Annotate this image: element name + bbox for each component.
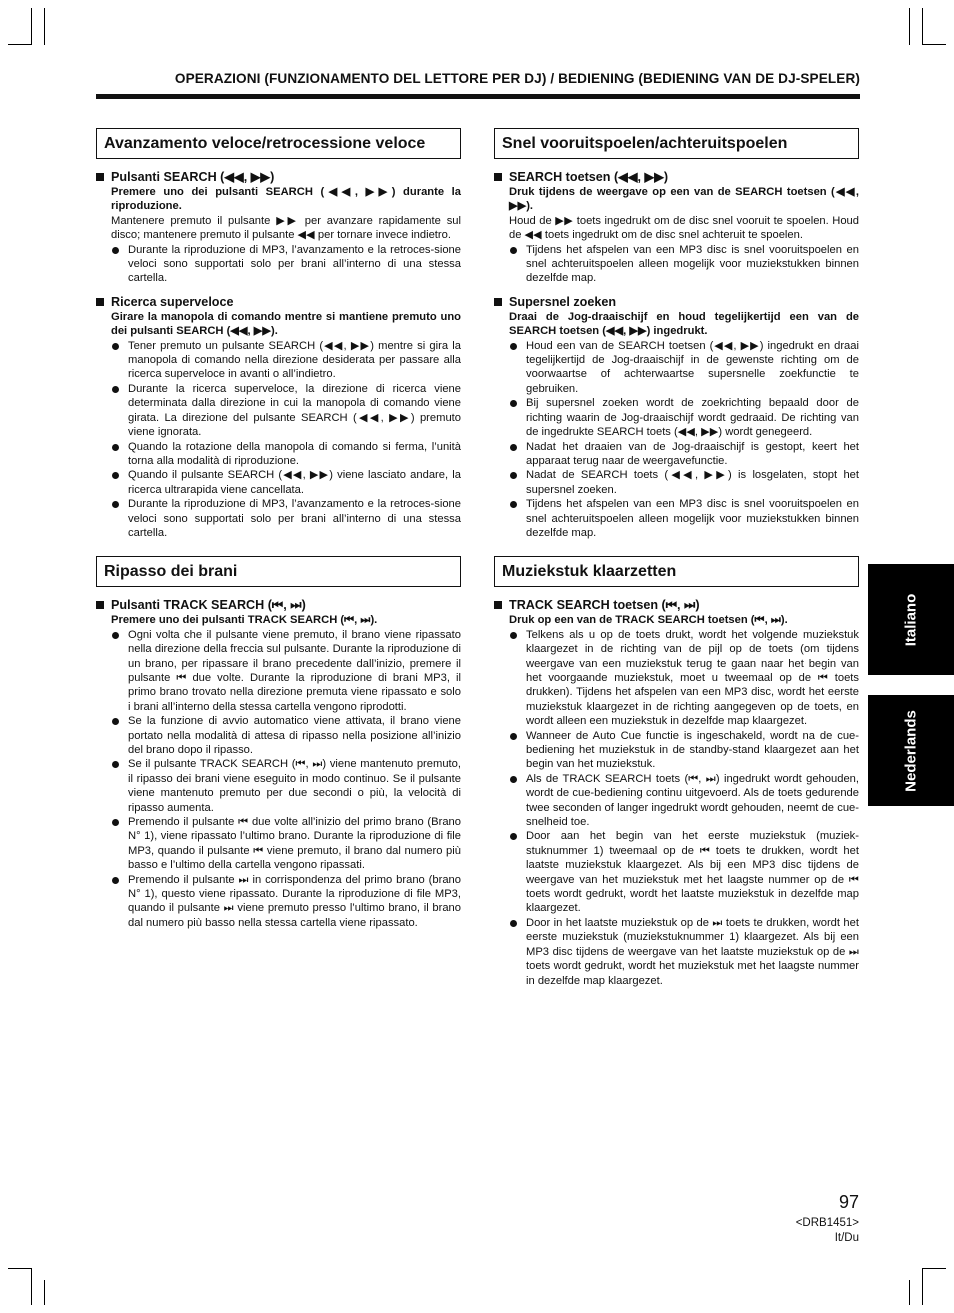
- bullet-item: Quando il pulsante SEARCH (◀◀, ▶▶) viene lasciato andare, la ricerca ultrarapida viene cancellata.: [96, 468, 461, 497]
- right-column: [494, 128, 859, 988]
- crop-mark: [31, 8, 32, 45]
- bullet-item: Durante la ricerca superveloce, la direzione di ricerca viene determinata dalla direzione in cui la manopola di comando viene girata. La direzione del pulsante SEARCH (◀◀, ▶▶) premuto viene ignorata.: [96, 382, 461, 440]
- bullet-item: Premendo il pulsante ⏭ in corrispondenza del primo brano (brano N° 1), questo viene ripassato. Durante la riproduzione di file MP3, quando il pulsante ⏭ viene premuto presso l’ultimo brano, il brano dal numero più basso nella stessa cartella viene ripassato.: [96, 873, 461, 931]
- crop-mark: [8, 1268, 32, 1269]
- bullet-item: Premendo il pulsante ⏮ due volte all’inizio del primo brano (Brano N° 1), viene ripassato l’ultimo brano. Durante la riproduzione di file MP3, quando il pulsante ⏮ viene premuto, il brano dal numero più basso e l’ultimo della cartella vengono ripassati.: [96, 815, 461, 873]
- bullet-item: Tener premuto un pulsante SEARCH (◀◀, ▶▶) mentre si gira la manopola di comando nella direzione desiderata per passare alla ricerca superveloce in avanti o all’indietro.: [96, 339, 461, 382]
- crop-mark: [909, 1280, 910, 1305]
- crop-mark: [8, 44, 32, 45]
- bullet-list: [96, 628, 461, 931]
- language-tab-italiano: [868, 564, 954, 675]
- crop-mark: [31, 1268, 32, 1305]
- bullet-list: [494, 628, 859, 988]
- bullet-item: Durante la riproduzione di MP3, l’avanzamento e la retroces-sione veloci sono supportati solo per brani all’interno di una stessa cartella.: [96, 243, 461, 286]
- bullet-item: Tijdens het afspelen van een MP3 disc is snel vooruitspoelen en snel achteruitspoelen alleen mogelijk voor muziekstukken binnen dezelfde map.: [494, 243, 859, 286]
- document-code: [740, 1216, 859, 1245]
- instruction: Draai de Jog-draaischijf en houd tegelijkertijd een van de SEARCH toetsen (◀◀, ▶▶) ingedrukt.: [509, 310, 859, 338]
- paragraph: Houd de ▶▶ toets ingedrukt om de disc snel vooruit te spoelen. Houd de ◀◀ toets ingedrukt om de disc snel achteruit te spoelen.: [509, 214, 859, 242]
- code-line: <DRB1451>: [795, 1217, 859, 1229]
- bullet-item: Door in het laatste muziekstuk op de ⏭ toets te drukken, wordt het eerste muziekstuk (muziekstuknummer 1) klaargezet. Als bij een MP3 disc tijdens de weergave van het laatste muziekstuk op de ⏭ toets wordt gedrukt, wordt het muziekstuk met het laagste nummer in dezelfde map klaargezet.: [494, 916, 859, 988]
- tab-label: Italiano: [902, 593, 920, 646]
- crop-mark: [922, 44, 946, 45]
- bullet-item: Se il pulsante TRACK SEARCH (⏮, ⏭) viene mantenuto premuto, il ripasso dei brani viene eseguito in modo continuo. Se il pulsante viene mantenuto premuto per due secondi o più, la velocità di ripasso aumenta.: [96, 757, 461, 815]
- language-tab-nederlands: [868, 695, 954, 806]
- bullet-item: Als de TRACK SEARCH toets (⏮, ⏭) ingedrukt wordt gehouden, wordt de cue-bediening continu uitgevoerd. Als de toets gedurende twee seconden of langer ingedrukt wordt gehouden, neemt de cue-snelheid toe.: [494, 772, 859, 830]
- header-rule: [96, 94, 860, 99]
- paragraph: Mantenere premuto il pulsante ▶▶ per avanzare rapidamente sul disco; mantenere premuto il pulsante ◀◀ per tornare invece indietro.: [111, 214, 461, 242]
- instruction: Druk op een van de TRACK SEARCH toetsen (⏮, ⏭).: [509, 614, 788, 627]
- section-title-fast-forward-nl: Snel vooruitspoelen/achteruitspoelen: [494, 128, 859, 159]
- instruction: Premere uno dei pulsanti TRACK SEARCH (⏮, ⏭).: [111, 614, 378, 627]
- section-title-track-search: Ripasso dei brani: [96, 556, 461, 587]
- bullet-list: [494, 339, 859, 541]
- crop-mark: [44, 8, 45, 45]
- subheading-search-keys: SEARCH toetsen (◀◀, ▶▶): [494, 169, 859, 185]
- subheading-track-search-buttons: Pulsanti TRACK SEARCH (⏮, ⏭): [96, 597, 461, 613]
- page-number: 97: [838, 1192, 859, 1212]
- section-title-track-cue: Muziekstuk klaarzetten: [494, 556, 859, 587]
- subheading-super-search: Ricerca superveloce: [96, 294, 461, 310]
- bullet-item: Tijdens het afspelen van een MP3 disc is snel vooruitspoelen en snel achteruitspoelen alleen mogelijk voor muziekstukken binnen dezelfde map.: [494, 497, 859, 540]
- crop-mark: [922, 1268, 923, 1305]
- bullet-list: [96, 243, 461, 286]
- bullet-item: Nadat het draaien van de Jog-draaischijf is gestopt, keert het apparaat terug naar de weergavefunctie.: [494, 440, 859, 469]
- instruction: Premere uno dei pulsanti SEARCH (◀◀, ▶▶) durante la riproduzione.: [111, 186, 461, 213]
- bullet-item: Nadat de SEARCH toets (◀◀, ▶▶) is losgelaten, stopt het supersnel zoeken.: [494, 468, 859, 497]
- bullet-item: Houd een van de SEARCH toetsen (◀◀, ▶▶) ingedrukt en draai tegelijkertijd de Jog-draaischijf in de gewenste richting om de voorwaartse of achterwaartse supersnelle zoekfunctie te gebruiken.: [494, 339, 859, 397]
- tab-label: Nederlands: [902, 709, 920, 792]
- bullet-list: [96, 339, 461, 541]
- crop-mark: [909, 8, 910, 45]
- left-column: [96, 128, 461, 930]
- bullet-item: Se la funzione di avvio automatico viene attivata, il brano viene portato nella modalità di attesa di ripasso nella posizione all’inizio del brano dopo il ripasso.: [96, 714, 461, 757]
- lang-line: It/Du: [834, 1231, 859, 1244]
- crop-mark: [922, 1268, 946, 1269]
- subheading-super-search-nl: Supersnel zoeken: [494, 294, 859, 310]
- bullet-item: Durante la riproduzione di MP3, l’avanzamento e la retroces-sione veloci sono supportati solo per brani all’interno di una stessa cartella.: [96, 497, 461, 540]
- bullet-list: [494, 243, 859, 286]
- bullet-item: Bij supersnel zoeken wordt de zoekrichting bepaald door de richting waarin de Jog-draaischijf wordt gedraaid. De richting van de ingedrukte SEARCH toets (◀◀, ▶▶) wordt genegeerd.: [494, 396, 859, 439]
- bullet-item: Wanneer de Auto Cue functie is ingeschakeld, wordt na de cue-bediening het muziekstuk in de standby-stand klaargezet aan het begin van het muziekstuk.: [494, 729, 859, 772]
- bullet-item: Telkens als u op de toets drukt, wordt het volgende muziekstuk klaargezet in de richting van de pijl op de toets (om tijdens weergave van een muziekstuk terug te gaan naar het begin van het voorgaande muziekstuk, moet u tweemaal op de ⏮ toets drukken). Tijdens het afspelen van een MP3 disc, wordt het eerste muziekstuk klaargezet in de richting aangegeven op de toets, en wordt alleen een muziekstuk in dezelfde map klaargezet.: [494, 628, 859, 729]
- crop-mark: [922, 8, 923, 45]
- bullet-item: Door aan het begin van het eerste muziekstuk (muziek-stuknummer 1) tweemaal op de ⏮ toets te drukken, wordt het laatste muziekstuk klaargezet. Als bij een MP3 disc tijdens de weergave van het muziekstuk met het laagste nummer op de ⏮ toets wordt gedrukt, wordt het laatste muziekstuk in dezelfde map klaargezet.: [494, 829, 859, 915]
- bullet-item: Quando la rotazione della manopola di comando si ferma, l’unità torna alla modalità di riproduzione.: [96, 440, 461, 469]
- bullet-item: Ogni volta che il pulsante viene premuto, il brano viene ripassato nella direzione della freccia sul pulsante. Durante la riproduzione di un brano, per ripassare il brano precedente dall’inizio, premere il pulsante ⏮ due volte. Durante la riproduzione di brani MP3, il primo brano trovato nella direzione premuta viene ripassato e solo i brani all’interno della stessa cartella vengono riprodotti.: [96, 628, 461, 714]
- page-header: OPERAZIONI (FUNZIONAMENTO DEL LETTORE PER DJ) / BEDIENING (BEDIENING VAN DE DJ-SPELER): [174, 71, 860, 86]
- instruction: Girare la manopola di comando mentre si mantiene premuto uno dei pulsanti SEARCH (◀◀, ▶▶).: [111, 310, 461, 338]
- crop-mark: [44, 1280, 45, 1305]
- section-title-fast-forward: Avanzamento veloce/retrocessione veloce: [96, 128, 461, 159]
- instruction: Druk tijdens de weergave op een van de SEARCH toetsen (◀◀, ▶▶).: [509, 186, 859, 213]
- subheading-search-buttons: Pulsanti SEARCH (◀◀, ▶▶): [96, 169, 461, 185]
- subheading-track-search-keys: TRACK SEARCH toetsen (⏮, ⏭): [494, 597, 859, 613]
